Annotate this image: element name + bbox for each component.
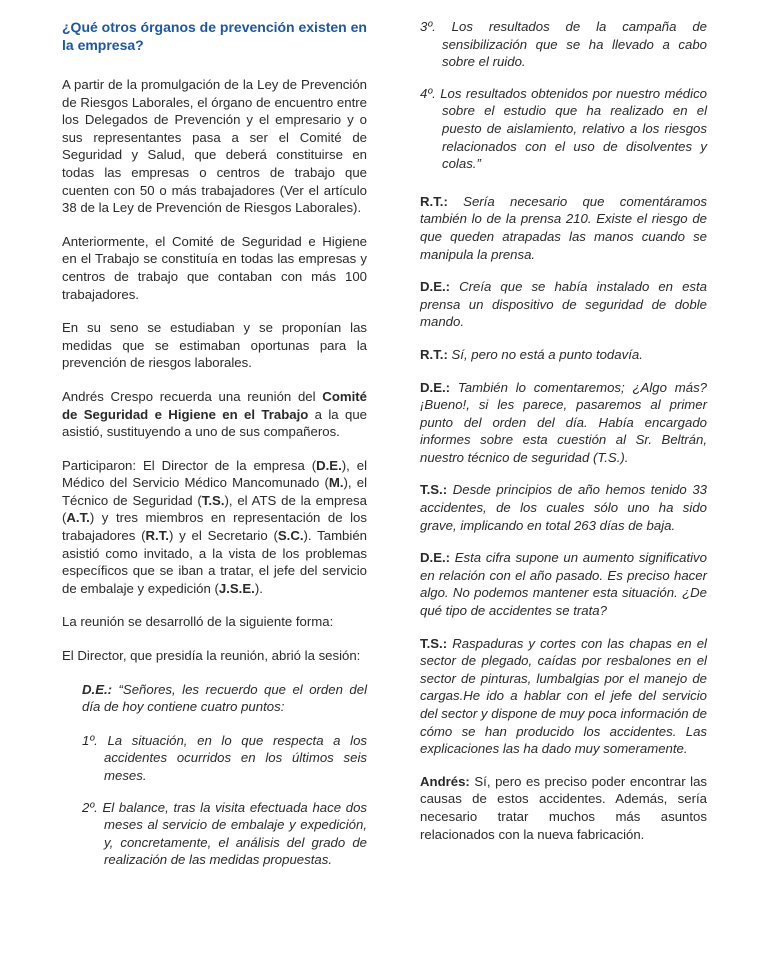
dialogue-line (420, 773, 707, 843)
speaker-label: Andrés: (420, 773, 470, 789)
agenda-block (82, 681, 367, 869)
agenda-item-3: 3º. Los resultados de la campaña de sensibilización que se ha llevado a cabo sobre el ruido. (420, 19, 707, 70)
speaker-label: D.E.: (420, 550, 451, 566)
dialogue-text: Sí, pero no está a punto todavía. (447, 346, 643, 362)
participants-text: ), el Médico del Servicio Médico Mancomunado ( (62, 457, 367, 491)
participants-text: ). También asistió como invitado, a la vista de los problemas específicos que se iban a tratar, el jefe del servicio de embalaje y expedición ( (62, 528, 367, 596)
agenda-item-1: 1º. La situación, en lo que respecta a los accidentes ocurridos en los últimos seis meses. (82, 732, 367, 783)
speaker-label: R.T.: (420, 193, 448, 209)
committee-name: Comité de Seguridad e Higiene en el Trabajo (62, 388, 367, 422)
dialogue-text: Esta cifra supone un aumento significativo en relación con el año pasado. Es preciso hacer algo. No podemos mantener esta situación. ¿De qué tipo de accidentes se trata? (420, 550, 707, 619)
participants-text: ), el ATS de la empresa ( (62, 492, 367, 526)
dialogue-text: Sería necesario que comentáramos también lo de la prensa 210. Existe el riesgo de que queden atrapadas las manos cuando se manipula la prensa. (420, 193, 707, 262)
agenda-item-2: 2º. El balance, tras la visita efectuada hace dos meses al servicio de embalaje y expedición, y, concretamente, el análisis del grado de realización de las medidas propuestas. (82, 799, 367, 868)
speaker-label: T.S.: (420, 635, 448, 651)
right-column (420, 18, 707, 858)
dialogue-line (420, 278, 707, 331)
dialogue-line (420, 481, 707, 534)
speaker-label: D.E.: (420, 379, 451, 395)
participants-text: ) y tres miembros en representación de los trabajadores ( (62, 510, 367, 544)
paragraph-previous-committee: Anteriormente, el Comité de Seguridad e Higiene en el Trabajo se constituía en todas las empresas y centros de trabajo que contaban con más 100 trabajadores. (62, 233, 367, 302)
paragraph-law: A partir de la promulgación de la Ley de Prevención de Riesgos Laborales, el órgano de encuentro entre los Delegados de Prevención y el empresario y o sus representantes pasa a ser el Comité de Seguridad y Salud, que deberá constituirse en todas las empresas o centros de trabajo que cuenten con 50 o más trabajadores (Ver el artículo 38 de la Ley de Prevención de Riesgos Laborales). (62, 77, 367, 216)
role-abbreviation: T.S. (201, 492, 225, 508)
role-abbreviation: J.S.E. (218, 580, 255, 596)
dialogue-line (420, 549, 707, 619)
dialogue-text: Sí, pero es preciso poder encontrar las causas de estos accidentes. Además, sería necesario tratar muchos más asuntos relacionados con la nueva fabricación. (420, 773, 707, 842)
dialogue-line (420, 635, 707, 758)
dialogue-text: Desde principios de año hemos tenido 33 accidentes, de los cuales sólo uno ha sido grave, implicando en total 263 días de baja. (420, 482, 707, 533)
dialogue-line (420, 379, 707, 467)
role-abbreviation: A.T. (66, 510, 90, 526)
dialogue-line (420, 193, 707, 263)
participants-text: ), el Técnico de Seguridad ( (62, 475, 367, 508)
speaker-label: D.E.: (420, 279, 451, 295)
section-heading: ¿Qué otros órganos de prevención existen en la empresa? (62, 19, 367, 53)
paragraph-participants (62, 457, 367, 598)
participants-text: Participaron: El Director de la empresa ( (62, 457, 317, 473)
role-abbreviation: R.T. (145, 528, 169, 544)
paragraph-director-opened: El Director, que presidía la reunión, abrió la sesión: (62, 648, 361, 664)
director-intro: D.E.: “Señores, les recuerdo que el orden del día de hoy contiene cuatro puntos: (82, 681, 367, 715)
paragraph-andres: Andrés Crespo recuerda una reunión del Comité de Seguridad e Higiene en el Trabajo a la que asistió, sustituyendo a uno de sus compañeros. (62, 388, 367, 440)
speaker-label: T.S.: (420, 482, 448, 498)
speaker-label: R.T.: (420, 346, 448, 362)
dialogue-text: Raspaduras y cortes con las chapas en el sector de plegado, caídas por resbalones en el sector de pinturas, lumbalgias por el manejo de cargas.He ido a hablar con el jefe del servicio del sector y dispone de muy poca información de cómo se han producido los accidentes. Las explicaciones las ha dado muy someramente. (420, 635, 707, 757)
dialogue-line (420, 346, 707, 364)
left-column (62, 18, 367, 883)
dialogue (420, 193, 707, 843)
participants-text: ) y el Secretario ( (168, 528, 278, 544)
paragraph-meeting-form: La reunión se desarrolló de la siguiente forma: (62, 614, 334, 630)
dialogue-text: Creía que se había instalado en esta prensa un dispositivo de seguridad de doble mando. (420, 279, 707, 330)
role-abbreviation: S.C. (277, 528, 304, 544)
dialogue-text: También lo comentaremos; ¿Algo más? ¡Bueno!, si les parece, pasaremos al primer punto del orden del día. Había encargado informes sobre esta cuestión al Sr. Beltrán, nuestro técnico de seguridad (T.S.). (420, 379, 707, 465)
agenda-item-4: 4º. Los resultados obtenidos por nuestro médico sobre el estudio que ha realizado en el puesto de aislamiento, relativo a los riesgos relacionados con el uso de disolventes y colas.” (420, 85, 707, 172)
participants-text: ). (254, 580, 263, 596)
role-abbreviation: D.E. (316, 457, 342, 473)
paragraph-measures: En su seno se estudiaban y se proponían las medidas que se estimaban oportunas para la prevención de riesgos laborales. (62, 320, 367, 371)
role-abbreviation: M. (328, 475, 344, 491)
